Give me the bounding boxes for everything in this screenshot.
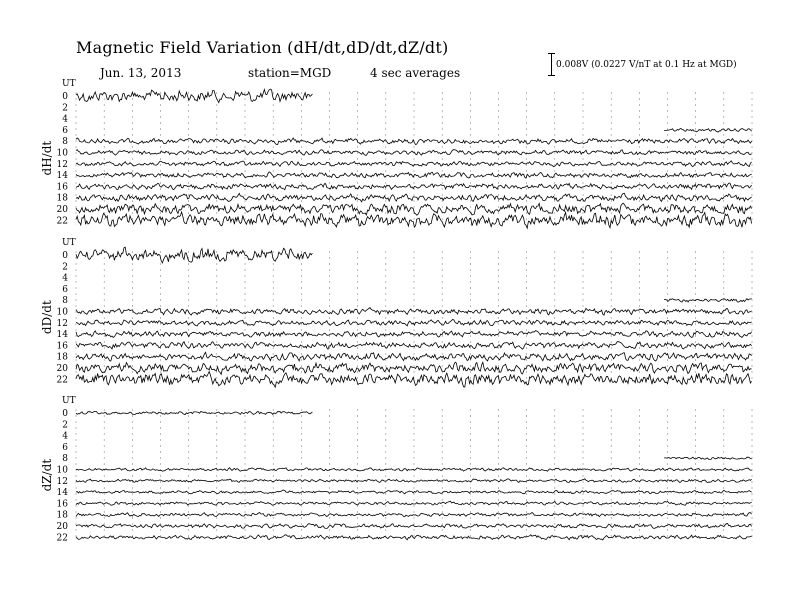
- row-label-8: 8: [62, 454, 68, 465]
- row-label-0: 0: [62, 409, 68, 419]
- trace-10: [76, 308, 752, 316]
- row-label-14: 14: [56, 171, 68, 182]
- row-label-20: 20: [56, 522, 68, 532]
- row-label-6: 6: [62, 442, 68, 453]
- trace-0: [76, 412, 312, 415]
- row-label-18: 18: [56, 510, 68, 521]
- row-label-16: 16: [56, 499, 68, 510]
- chart-title: Magnetic Field Variation (dH/dt,dD/dt,dZ/dt): [76, 38, 449, 57]
- row-label-14: 14: [56, 330, 68, 341]
- row-label-4: 4: [62, 273, 68, 284]
- row-label-18: 18: [56, 352, 68, 363]
- trace-0: [76, 89, 312, 102]
- row-label-12: 12: [56, 159, 68, 170]
- row-label-6: 6: [62, 125, 68, 136]
- row-label-10: 10: [56, 148, 68, 159]
- row-label-20: 20: [56, 205, 68, 215]
- panel-dzdt: [40, 396, 752, 543]
- y-axis-label: dH/dt: [40, 140, 54, 176]
- trace-18: [76, 513, 752, 517]
- trace-8: [664, 299, 752, 303]
- y-axis-label: dD/dt: [40, 300, 54, 335]
- row-label-4: 4: [62, 114, 68, 125]
- scale-label: 0.008V (0.0227 V/nT at 0.1 Hz at MGD): [556, 60, 737, 70]
- station-label: station=MGD: [248, 66, 332, 80]
- time-grid: [76, 92, 752, 224]
- row-label-2: 2: [62, 262, 68, 273]
- trace-8: [76, 138, 752, 145]
- trace-12: [76, 479, 752, 483]
- row-label-10: 10: [56, 465, 68, 476]
- row-label-16: 16: [56, 341, 68, 352]
- row-label-14: 14: [56, 488, 68, 499]
- ut-label: UT: [62, 238, 76, 248]
- trace-22: [76, 372, 752, 388]
- row-label-20: 20: [56, 364, 68, 374]
- panel-dddt: [40, 238, 752, 387]
- row-label-12: 12: [56, 476, 68, 487]
- date-label: Jun. 13, 2013: [100, 66, 182, 80]
- row-label-16: 16: [56, 182, 68, 193]
- ut-label: UT: [62, 79, 76, 89]
- row-label-22: 22: [56, 533, 68, 544]
- trace-12: [76, 161, 752, 167]
- row-label-6: 6: [62, 284, 68, 295]
- row-label-4: 4: [62, 431, 68, 442]
- trace-8: [664, 457, 752, 459]
- y-axis-label: dZ/dt: [40, 458, 54, 492]
- row-label-10: 10: [56, 307, 68, 318]
- row-label-0: 0: [62, 251, 68, 261]
- row-label-2: 2: [62, 103, 68, 114]
- trace-0: [76, 247, 312, 263]
- trace-16: [76, 501, 752, 505]
- averaging-label: 4 sec averages: [370, 66, 461, 80]
- row-label-0: 0: [62, 92, 68, 102]
- trace-22: [76, 212, 752, 228]
- row-label-8: 8: [62, 137, 68, 148]
- row-label-18: 18: [56, 193, 68, 204]
- panel-dhdt: [40, 79, 752, 228]
- trace-10: [76, 150, 752, 156]
- row-label-8: 8: [62, 296, 68, 307]
- trace-6: [664, 129, 752, 133]
- row-label-2: 2: [62, 420, 68, 431]
- ut-label: UT: [62, 396, 76, 406]
- time-grid: [76, 409, 752, 541]
- row-label-22: 22: [56, 375, 68, 386]
- row-label-22: 22: [56, 216, 68, 227]
- row-label-12: 12: [56, 318, 68, 329]
